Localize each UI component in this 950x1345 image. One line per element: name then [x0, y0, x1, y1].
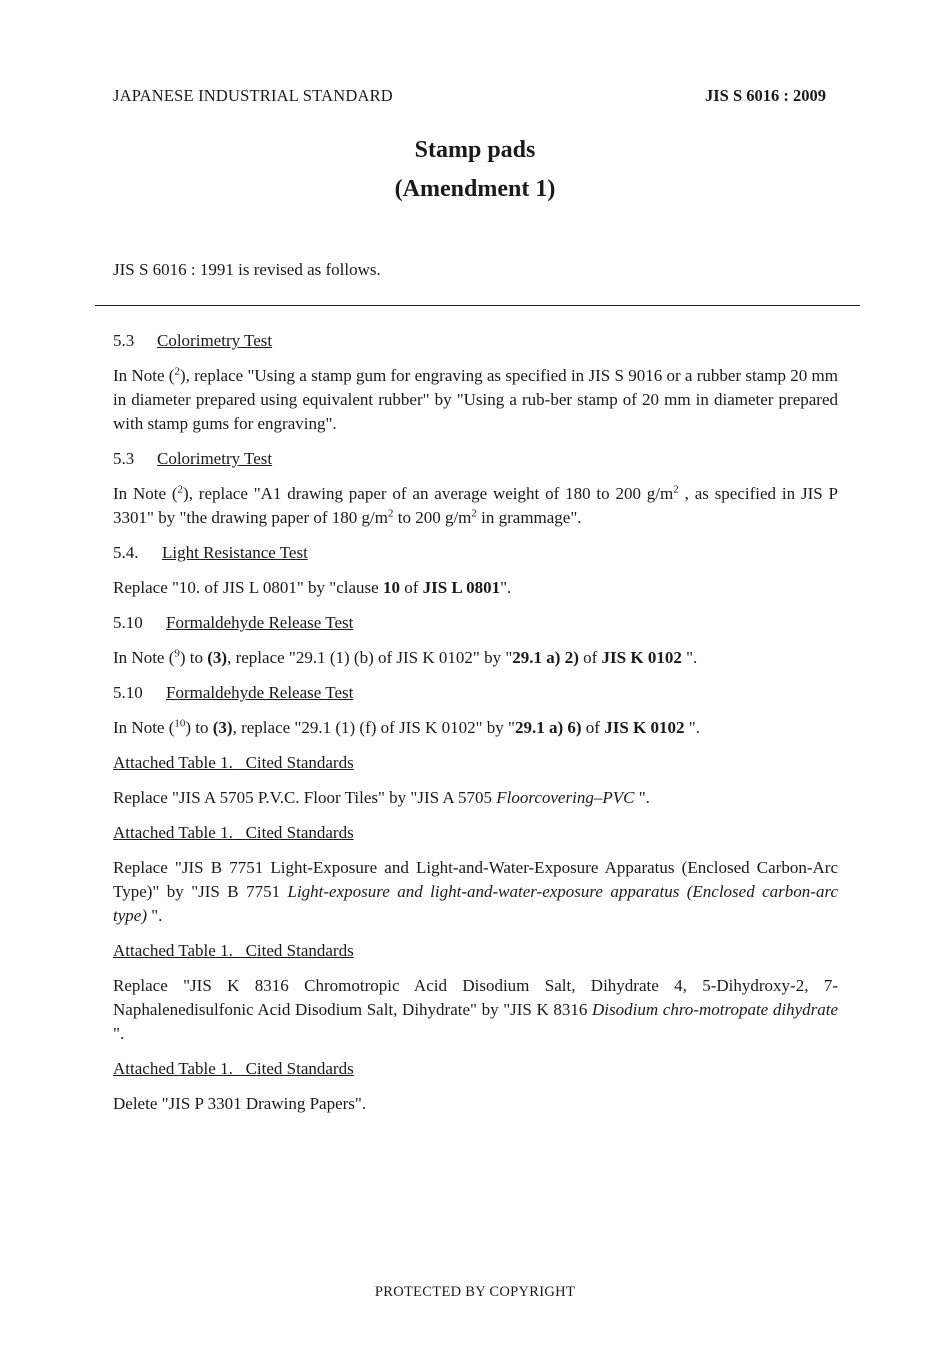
section-heading: [113, 541, 838, 565]
section-number: Attached Table 1.: [113, 941, 233, 960]
section-text: Delete "JIS P 3301 Drawing Papers".: [113, 1094, 367, 1113]
section-heading: [113, 681, 838, 705]
amendment-section: [113, 329, 838, 436]
section-number: 5.3: [113, 449, 135, 468]
amendment-section: [113, 541, 838, 600]
section-number: Attached Table 1.: [113, 1059, 233, 1078]
document-subtitle: (Amendment 1): [394, 176, 556, 202]
amendment-section: [113, 939, 838, 1046]
intro-text: JIS S 6016 : 1991 is revised as follows.: [113, 260, 381, 279]
section-heading: [113, 447, 838, 471]
document-title: Stamp pads: [414, 137, 536, 163]
amendment-section: [113, 821, 838, 928]
section-heading: [113, 1057, 838, 1081]
section-number: Attached Table 1.: [113, 823, 233, 842]
header-standard-number: JIS S 6016 : 2009: [704, 86, 826, 105]
section-title: Colorimetry Test: [157, 331, 273, 350]
amendment-section: [113, 681, 838, 740]
amendment-section: [113, 447, 838, 530]
section-text: In Note ($^2$), replace "A1 drawing paper of an average weight of 180 to 200 $g/m^2$ , as specified in JIS P 3301" by "the drawing paper of 180 $g/m^2$ to 200 $g/m^2$ in grammage".: [113, 483, 838, 527]
section-text: In Note ($^9$) to (3), replace "29.1 (1) (b) of JIS K 0102" by "29.1 a) 2) of JIS K 0102 ".: [113, 647, 698, 667]
section-text: Replace "JIS A 5705 P.V.C. Floor Tiles" by "JIS A 5705 Floorcovering–PVC ".: [113, 788, 650, 807]
divider-rule: [95, 305, 860, 306]
section-heading: [113, 821, 838, 845]
section-heading: [113, 751, 838, 775]
section-title: Formaldehyde Release Test: [166, 683, 354, 702]
section-text: Replace "10. of JIS L 0801" by "clause 10 of JIS L 0801".: [113, 578, 512, 597]
section-title: Cited Standards: [245, 823, 354, 842]
section-text: In Note ($^{10}$) to (3), replace "29.1 (1) (f) of JIS K 0102" by "29.1 a) 6) of JIS K 0102 ".: [113, 717, 700, 737]
section-text: Replace "JIS B 7751 Light-Exposure and Light-and-Water-Exposure Apparatus (Enclosed Carbon-Arc Type)" by "JIS B 7751 Light-exposure and light-and-water-exposure apparatus (Enclosed carbon-arc type) ".: [113, 858, 838, 925]
section-heading: [113, 611, 838, 635]
section-heading: [113, 329, 838, 353]
section-number: 5.10: [113, 613, 143, 632]
section-title: Cited Standards: [245, 1059, 354, 1078]
section-number: 5.4.: [113, 543, 139, 562]
header-standard-name: JAPANESE INDUSTRIAL STANDARD: [113, 86, 393, 105]
amendment-section: [113, 611, 838, 670]
amendment-list: [113, 329, 838, 1127]
section-title: Formaldehyde Release Test: [166, 613, 354, 632]
section-number: Attached Table 1.: [113, 753, 233, 772]
section-text: In Note ($^2$), replace "Using a stamp gum for engraving as specified in JIS S 9016 or a rubber stamp 20 mm in diameter prepared using equivalent rubber" by "Using a rub-ber stamp of 20 mm in diameter prepared with stamp gums for engraving".: [113, 365, 839, 433]
section-number: 5.10: [113, 683, 143, 702]
section-number: 5.3: [113, 331, 135, 350]
copyright-notice: PROTECTED BY COPYRIGHT: [374, 1284, 576, 1300]
amendment-section: [113, 751, 838, 810]
section-title: Light Resistance Test: [162, 543, 308, 562]
section-title: Cited Standards: [245, 941, 354, 960]
section-title: Cited Standards: [245, 753, 354, 772]
amendment-section: [113, 1057, 838, 1116]
section-title: Colorimetry Test: [157, 449, 273, 468]
section-text: Replace "JIS K 8316 Chromotropic Acid Disodium Salt, Dihydrate 4, 5-Dihydroxy-2, 7-Naphalenedisulfonic Acid Disodium Salt, Dihydrate" by "JIS K 8316 Disodium chro-motropate dihydrate ".: [113, 976, 838, 1043]
section-heading: [113, 939, 838, 963]
